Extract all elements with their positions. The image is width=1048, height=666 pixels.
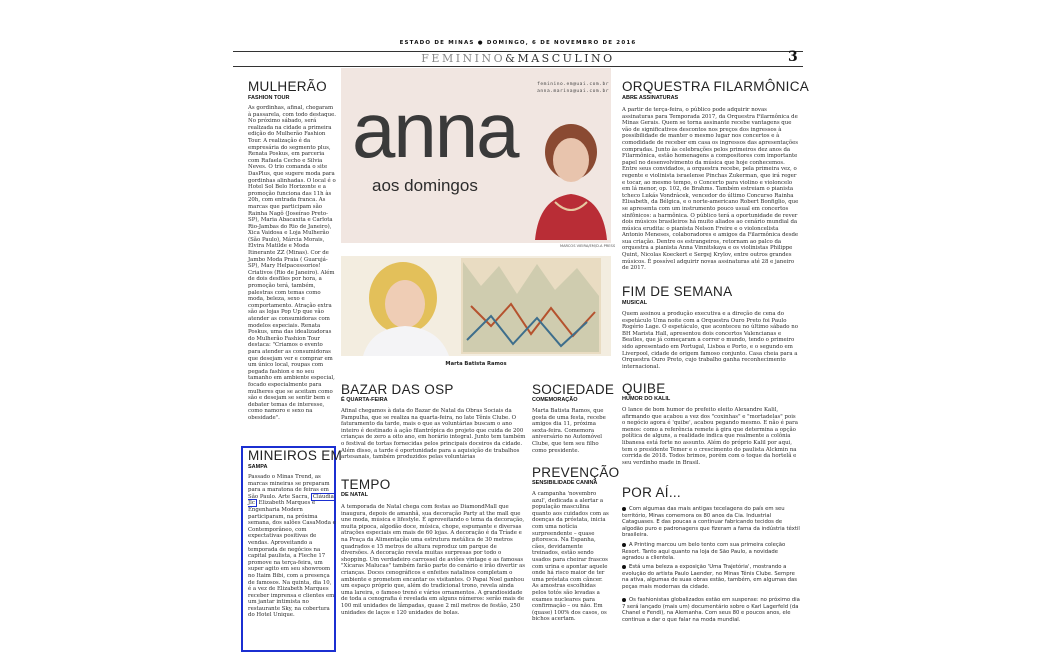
section-amp: & [505, 52, 518, 65]
bullet-icon [622, 543, 626, 547]
page-number: 3 [788, 49, 798, 65]
fim-semana-kicker: MUSICAL [622, 300, 648, 306]
por-ai-title: POR AÍ... [622, 485, 681, 500]
columnist-portrait [527, 106, 611, 240]
por-ai-item-text: Os fashionistas globalizados estão em suspense: no próximo dia 7 será lançado (mais um) documentário sobre o Karl Lagerfeld (da Chanel e Fendi), na Alemanha. Com seus 80 e poucos anos, ele continua a dar o que falar na moda mundial. [622, 597, 800, 623]
section-title [233, 52, 803, 65]
bullet-icon [622, 507, 626, 511]
por-ai-item [622, 564, 800, 591]
anna-email-1[interactable]: feminino.em@uai.com.br [537, 82, 609, 87]
tempo-title: TEMPO [341, 477, 391, 492]
mineiros-link[interactable]: Cláudia Jlc [248, 493, 334, 507]
por-ai-item [622, 597, 800, 624]
masthead-dateline: ESTADO DE MINAS ● DOMINGO, 6 DE NOVEMBRO DE 2016 [399, 40, 637, 46]
anna-emails [525, 81, 609, 95]
por-ai-item [622, 506, 800, 538]
tempo-kicker: DE NATAL [341, 492, 368, 498]
marta-photo [341, 256, 611, 356]
por-ai-item [622, 542, 800, 561]
quibe-kicker: HUMOR DO KALIL [622, 396, 671, 402]
mulherao-kicker: FASHION TOUR [248, 95, 290, 101]
prevencao-kicker: SENSIBILIDADE CANINA [532, 480, 598, 486]
orquestra-kicker: ABRE ASSINATURAS [622, 95, 679, 101]
anna-subtitle: aos domingos [372, 176, 478, 195]
photo-credit: MARCOS VIEIRA/EM/D.A PRESS [560, 244, 616, 248]
prevencao-title: PREVENÇÃO [532, 465, 620, 480]
bazar-kicker: É QUARTA-FEIRA [341, 397, 388, 403]
orquestra-body: A partir de terça-feira, o público pode adquirir novas assinaturas para Temporada 2017, da Orquestra Filarmônica de Minas Gerais. Quem se torna assinante recebe vantagens que vão de significativos descontos nos preços dos ingressos à possibilidade de manter o mesmo lugar nos concertos e à comodidade de receber em casa os ingressos das apresentações compradas. Junto às celebrações pelos primeiros dez anos da Filarmônica, estão homenagens a compositores com importante papel no desenvolvimento da música que hoje conhecemos. Entre seus convidados, a orquestra recebe, pela primeira vez, o regente e violinista israelense Pinchas Zukerman, que irá reger e tocar, ao mesmo tempo, o Concerto para violino e violoncelo em lá menor, op. 102, de Brahms. Também estreiam o pianista tcheco Lukás Vondrácek, vencedor do último Concurso Rainha Elisabeth, da Bélgica, e o norte-americano Robert Bonfiglio, que se apresenta com um instrumento pouco usual em concertos sinfônicos: a harmônica. O público terá a oportunidade de rever dois músicos brasileiros há muito aliados ao cenário mundial da música erudita: o pianista Nelson Freire e o violoncelista Antonio Meneses, colaboradores e amigos da Filarmônica desde sua criação. Dentre os estrangeiros, retornam ao palco da orquestra a pianista Anna Vinnitskaya e os violinistas Philippe Quint, Nicolas Koeckert e Sergej Krylov, entre outros grandes músicos. É possível adquirir novas assinaturas até 28 e janeiro de 2017. [622, 107, 799, 272]
orquestra-title: ORQUESTRA FILARMÔNICA [622, 79, 810, 94]
fim-semana-body: Quem assinou a produção executiva e a direção de cena do espetáculo Uma noite com a Orquestra Ouro Preto foi Paulo Rogério Lage. O espetáculo, que aconteceu no último sábado no BH Marista Hall, apresentou dois concertos Valencianas e Beatles, que já começaram a correr o mundo, tendo o primeiro sido apresentado em Portugal, Lisboa e Porto, e o segundo em Liverpool, cidade de origem famoso conjunto. Casa cheia para a Orquestra Ouro Preto, cujo trabalho ganha reconhecimento internacional. [622, 311, 798, 370]
quibe-body: O lance de bom humor do prefeito eleito Alexandre Kalil, afirmando que acabou a vez dos "coxinhas" e "mortadelas" pois o negócio agora é 'quibe', acabou pegando mesmo. E não é para menos: como a referência remete à gira que determina a opção política de alguns, a realidade indica que realmente a colônia libanesa está forte no assunto. Além do próprio Kalil por aqui, tem o presidente Temer e o crescimento do paulista Alckmin na corrida de 2018. Todos brimos, porém com o toque da hortelã e seu verdinho made in Brasil. [622, 407, 798, 466]
prevencao-body: A campanha 'novembro azul', dedicada a alertar a população masculina quanto aos cuidados com as doenças da próstata, inicia com uma notícia surpreendente – quase pitoresca. Na Espanha, cães, devidamente treinados, estão sendo usados para cheirar frascos com urina e apontar aquele onde há risco maior de ter uma próstata com câncer. As amostras escolhidas pelos totós são levadas a exames nucleares para confirmação – ou não. Em (quase) 100% dos casos, os bichos acertam. [532, 491, 609, 623]
quibe-title: QUIBE [622, 381, 666, 396]
mineiros-body-end: Elizabeth Marques e Engenharia Modern participaram, na próxima semana, dos salões CasaModa e Contemporâneo, com expectativas positivas de vendas. Aproveitando a temporada de negócios na capital paulista, a Fleche 17 promove na terça-feira, um super agito em seu showroom no Itaim Bibi, com a presença de famosos. Na quinta, dia 10, é a vez de Elizabeth Marques receber imprensa e clientes em um jantar intimista no restaurante Sky, na cobertura do Hotel Unique. [248, 500, 336, 619]
mineiros-body [248, 474, 336, 650]
bazar-title: BAZAR DAS OSP [341, 382, 454, 397]
bullet-icon [622, 598, 626, 602]
por-ai-item-text: A Printing marcou um belo tento com sua primeira coleção Resort. Tanto aqui quanto na loja de São Paulo, a novidade agradou a clientela. [622, 542, 786, 561]
bullet-icon [622, 565, 626, 569]
fim-semana-title: FIM DE SEMANA [622, 284, 733, 299]
sociedade-body: Marta Batista Ramos, que gosta de uma festa, recebe amigos dia 11, próxima sexta-feira. Comemora aniversário no Automóvel Clube, que tem seu filho como presidente. [532, 408, 606, 454]
mineiros-kicker: SAMPA [248, 464, 268, 470]
section-left: FEMININO [421, 52, 506, 65]
sociedade-kicker: COMEMORAÇÃO [532, 397, 578, 403]
anna-logo-text: anna [352, 86, 518, 174]
mulherao-body: As gordinhas, afinal, chegaram à passarela, com todo destaque. No próximo sábado, será realizada na cidade a primeira edição do Mulherão Fashion Tour. A realização é da empresária do segmento plus, Renata Poskus, em parceria com Rafaela Cecho e Silvia Neves. O trio comanda o site DasPlus, que sugere moda para gordinhas alinhadas. O local é o Hotel Sol Belo Horizonte e a promoção funciona das 11h às 20h, com entrada franca. As marcas que participam são Rainha Nagô (Joseírao Preto-SP), Maria Abacaxita e Carlota Rio-Jambas do Rio de Janeiro), Xica Vaidosa e Loja Mulherão (São Paulo), Márcia Morais, Elvira Matilde e Moda Itinerante ZZ (Minas). Cor de Jambo Moda Praia ( Guarujá-SP), Mary Helpacessorios! Criativos (Rio de Janeiro). Além de dois desfiles por hora, a promoção terá, também, palestras com temas como moda, beleza, sexo e comportamento. Atração extra são as lojas Pop Up que vão atender as consumidoras com modelos especiais. Renata Poskus, uma das idealizadoras do Mulherão Fashion Tour destaca: "Criamos o evento para atender as consumidoras que desejam ver e comprar em um único local, roupas com pegada fashion e no seu tamanho em ambiente especial, focado especialmente para mulheres que se aceitam como são e desejam se sentir bem e debater temas de interesse, como namoro e sexo na obesidade". [248, 105, 336, 421]
anna-email-2[interactable]: anna.marina@uai.com.br [537, 89, 609, 94]
mulherao-title: MULHERÃO [248, 79, 327, 94]
bazar-body: Afinal chegamos à data do Bazar de Natal da Obras Sociais da Pampulha, que se realiza na quarta-feira, no late Tênis Clube. O faturamento da tarde, mais o que as voluntárias buscam o ano inteiro é destinado à ação filantrópica do projeto que cuida de 200 crianças de zero a oito ano, em horário integral. Junto tem também o festival de tortas fornecidas pelos principais doceiros da cidade. Além disso, a tarde é oportunidade para a aquisição de trabalhos artesanais, também produzidos pelas voluntárias [341, 408, 526, 461]
mineiros-body-start: Passado o Minas Trend, as marcas mineiras se preparam para a maratona de feiras em São Paulo. Arte Sacra, [248, 474, 330, 500]
por-ai-item-text: Com algumas das mais antigas tecelagens do país em seu território, Minas comemora os 80 anos da Cia. Industrial Cataguases. E das poucas a continuar fabricando tecidos de algodão puro e padronagens que fizeram a fama da indústria têxtil brasileira. [622, 506, 800, 538]
mineiros-title: MINEIROS EM [248, 448, 343, 463]
por-ai-item-text: Está uma beleza a exposição 'Uma Trajetória', mostrando a evolução do artista Paulo Laender, no Minas Tênis Clube. Sempre na ativa, algumas de suas obras estão, também, em algumas das peças mais modernas da cidade. [622, 564, 798, 590]
sociedade-title: SOCIEDADE [532, 382, 615, 397]
tempo-body: A temporada de Natal chega com festas ao DiamondMall que inaugura, depois de amanhã, sua decoração Party at the mall que une moda, música e lifestyle. É aproveitando o tema da decoração, muita pipoca, algodão doce, música, chope, espumante e diversas atrações especiais em mais de 60 lojas. A decoração é da Tríade e na Praça da Alimentação uma estrutura metálica de 30 metros quadrados e 15 metros de altura reproduz um parque de diversões. A decoração revela muitas surpresas por todo o shopping. Um verdadeiro carrossel de aviões vintage e as famosas "Xícaras Malucas" também farão parte do cenário e irão divertir as crianças. Doces cenográficos e enfeites natalinos completam o ambiente e prometem encantar os visitantes. O Papai Noel ganhou um espaço próprio que, além do tradicional trono, revela ainda uma lareira, o famoso trenó e vários ornamentos. A grandiosidade de toda a cenografia é revelada em alguns números: serão mais de 100 mil unidades de lâmpadas, quase 2 mil metros de festão, 250 unidades de laços e 120 unidades de bolas. [341, 504, 525, 616]
marta-caption: Marta Batista Ramos [445, 361, 507, 367]
section-right: MASCULINO [517, 52, 615, 65]
